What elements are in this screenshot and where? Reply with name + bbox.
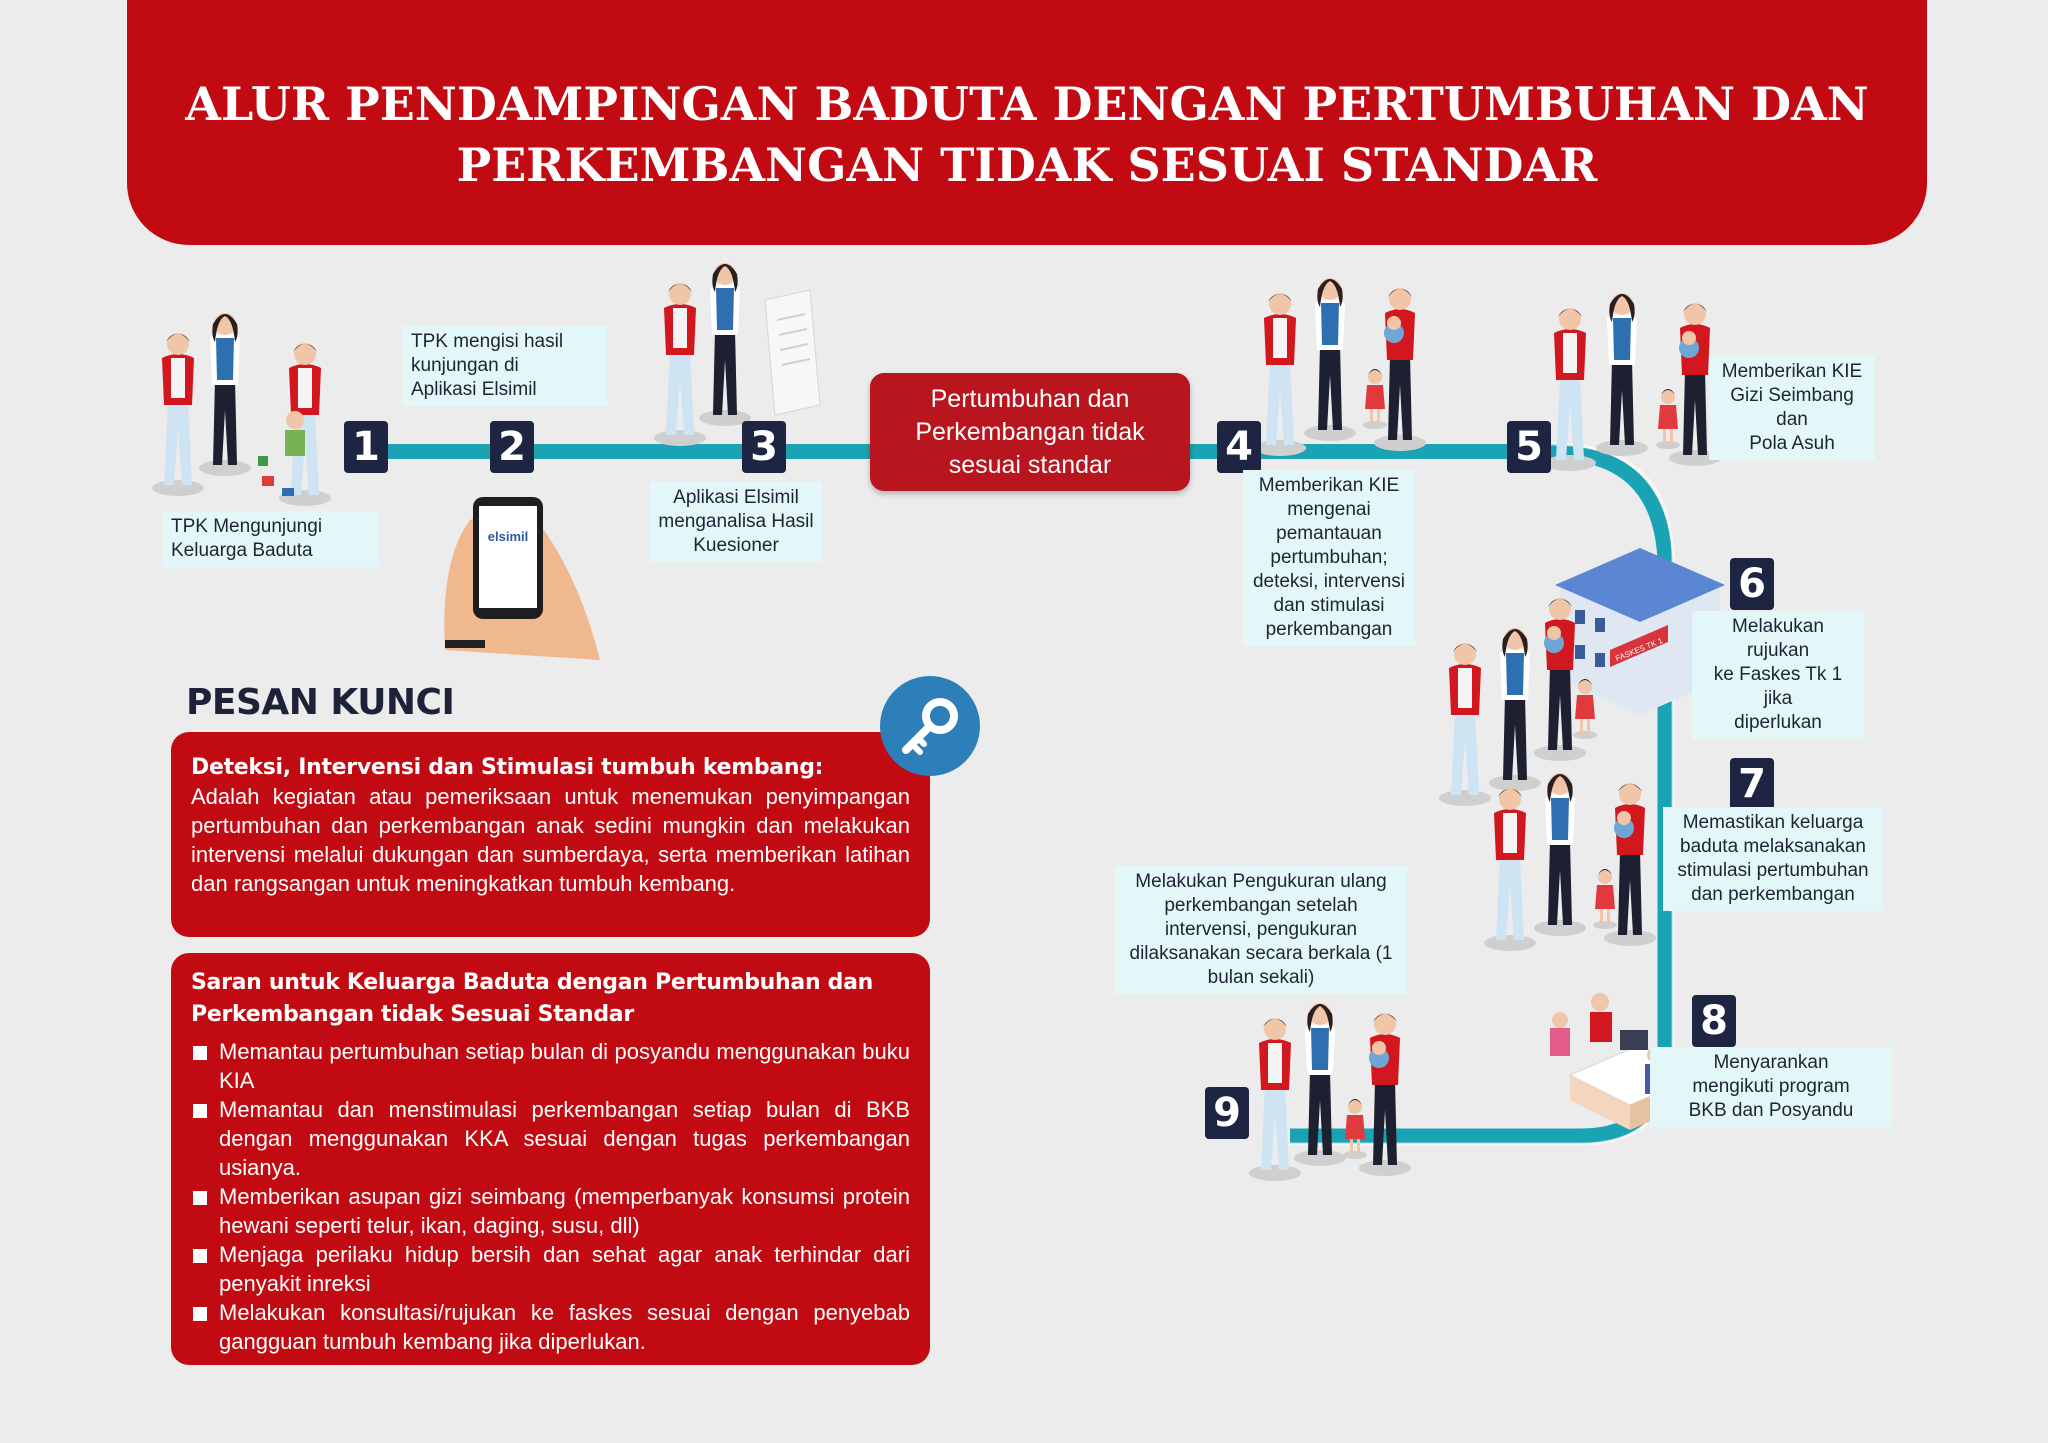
step-label-8-line: BKB dan Posyandu [1688, 1100, 1854, 1121]
child-figure [1343, 1099, 1367, 1159]
faskes-sign-label: FASKES TK 1 [1614, 636, 1664, 664]
definition-title: Deteksi, Intervensi dan Stimulasi tumbuh kembang: [191, 755, 824, 780]
mother-figure [1359, 1013, 1411, 1176]
step-label-6-line: diperlukan [1734, 712, 1822, 733]
page-title-line-2: PERKEMBANGAN TIDAK SESUAI STANDAR [456, 138, 1598, 192]
step-label-6-line: Melakukan rujukan [1732, 616, 1824, 661]
step-label-2 [403, 326, 607, 406]
step-label-1-line: TPK Mengunjungi [171, 516, 323, 537]
advice-item: Menjaga perilaku hidup bersih dan sehat agar anak terhindar dari penyakit inreksi [191, 1240, 910, 1298]
step-label-5-line: Gizi Seimbang dan [1730, 385, 1854, 430]
tpk-figure [199, 313, 251, 476]
step-label-7 [1663, 807, 1883, 911]
status-box-line-2: Perkembangan tidak [915, 417, 1145, 446]
mother-figure [279, 343, 331, 506]
step-label-5-line: Memberikan KIE [1721, 361, 1863, 382]
document-icon [765, 290, 820, 415]
child-figure [1656, 389, 1680, 449]
tpk-figure [1596, 293, 1648, 456]
advice-item: Memantau dan menstimulasi perkembangan setiap bulan di BKB dengan menggunakan KKA sesuai dengan tugas perkembangan usianya. [191, 1095, 910, 1182]
tpk-figure [1439, 643, 1491, 806]
step-label-3-line: menganalisa Hasil [658, 511, 814, 532]
step-label-7-line: Memastikan keluarga [1682, 812, 1864, 833]
status-box [870, 373, 1190, 491]
step-label-7-line: baduta melaksanakan [1680, 836, 1866, 857]
step-label-2-line: kunjungan di [411, 355, 519, 376]
step-label-2-line: Aplikasi Elsimil [411, 379, 537, 400]
step-label-4-line: pertumbuhan; [1270, 547, 1388, 568]
advice-item: Memantau pertumbuhan setiap bulan di posyandu menggunakan buku KIA [191, 1037, 910, 1095]
step-number-8: 8 [1692, 995, 1736, 1047]
advice-title [191, 967, 910, 1031]
step-number-5: 5 [1507, 421, 1551, 473]
tpk-figure [1254, 293, 1306, 456]
advice-box [171, 953, 930, 1365]
step-label-6 [1692, 611, 1864, 739]
step-label-9-line: perkembangan setelah [1164, 895, 1358, 916]
child-figure [1593, 869, 1617, 929]
step-label-7-line: stimulasi pertumbuhan [1677, 860, 1869, 881]
step-label-8 [1650, 1047, 1892, 1127]
step-label-9 [1115, 866, 1407, 994]
step-label-4-line: deteksi, intervensi [1252, 571, 1406, 592]
key-icon [880, 676, 980, 776]
step-label-7-line: dan perkembangan [1691, 884, 1855, 905]
advice-title-line-2: Perkembangan tidak Sesuai Standar [191, 1002, 634, 1027]
tpk-figure [152, 333, 204, 496]
step-label-5-line: Pola Asuh [1749, 433, 1835, 454]
step-label-4-line: Memberikan KIE [1258, 475, 1400, 496]
step-number-7: 7 [1730, 758, 1774, 810]
step-label-9-line: bulan sekali) [1207, 967, 1315, 988]
step-label-9-line: dilaksanakan secara berkala (1 [1129, 943, 1393, 964]
step-label-1 [163, 511, 379, 567]
step-label-3-line: Aplikasi Elsimil [673, 487, 799, 508]
definition-text: Adalah kegiatan atau pemeriksaan untuk menemukan penyimpangan pertumbuhan dan perkembangan anak sedini mungkin dan melakukan intervensi melalui dukungan dan sumberdaya, serta memberikan latihan dan rangsangan untuk meningkatkan tumbuh kembang. [191, 784, 910, 896]
step-label-9-line: Melakukan Pengukuran ulang [1135, 871, 1387, 892]
smartphone-icon [444, 497, 600, 660]
step-number-2: 2 [490, 421, 534, 473]
step-label-4-line: mengenai [1287, 499, 1371, 520]
step-label-4-line: dan stimulasi [1273, 595, 1385, 616]
step-label-2-line: TPK mengisi hasil [411, 331, 564, 352]
mother-figure [1604, 783, 1656, 946]
tpk-figure [699, 263, 751, 426]
tpk-figure [1489, 628, 1541, 791]
advice-item: Memberikan asupan gizi seimbang (memperbanyak konsumsi protein hewani seperti telur, ikan, daging, susu, dll) [191, 1182, 910, 1240]
definition-box [171, 732, 930, 937]
advice-item: Melakukan konsultasi/rujukan ke faskes sesuai dengan penyebab gangguan tumbuh kembang jika diperlukan. [191, 1298, 910, 1356]
step-label-4 [1243, 470, 1415, 646]
step-number-9: 9 [1205, 1087, 1249, 1139]
step-label-4-line: pemantauan [1276, 523, 1382, 544]
step-label-8-line: Menyarankan [1713, 1052, 1829, 1073]
tpk-figure [1304, 278, 1356, 441]
step-label-6-line: ke Faskes Tk 1 jika [1713, 664, 1843, 709]
step-label-3-line: Kuesioner [693, 535, 779, 556]
step-label-9-line: intervensi, pengukuran [1164, 919, 1358, 940]
child-figure [1363, 369, 1387, 429]
step-label-3 [650, 482, 822, 562]
step-number-6: 6 [1730, 558, 1774, 610]
page-title-line-1: ALUR PENDAMPINGAN BADUTA DENGAN PERTUMBUHAN DAN [185, 77, 1869, 131]
tpk-figure [1249, 1018, 1301, 1181]
advice-list [191, 1037, 910, 1356]
step-label-4-line: perkembangan [1265, 619, 1393, 640]
app-name-label: elsimil [487, 529, 529, 544]
status-box-line-1: Pertumbuhan dan [930, 384, 1130, 413]
step-number-1: 1 [344, 421, 388, 473]
tpk-figure [654, 283, 706, 446]
step-label-1-line: Keluarga Baduta [171, 540, 313, 561]
step-number-4: 4 [1217, 421, 1261, 473]
key-message-heading: PESAN KUNCI [186, 682, 455, 723]
tpk-figure [1534, 773, 1586, 936]
advice-title-line-1: Saran untuk Keluarga Baduta dengan Pertumbuhan dan [191, 970, 874, 995]
tpk-figure [1484, 788, 1536, 951]
step-label-8-line: mengikuti program [1692, 1076, 1850, 1097]
status-box-line-3: sesuai standar [948, 450, 1112, 479]
step-number-3: 3 [742, 421, 786, 473]
step-label-5 [1709, 356, 1875, 460]
